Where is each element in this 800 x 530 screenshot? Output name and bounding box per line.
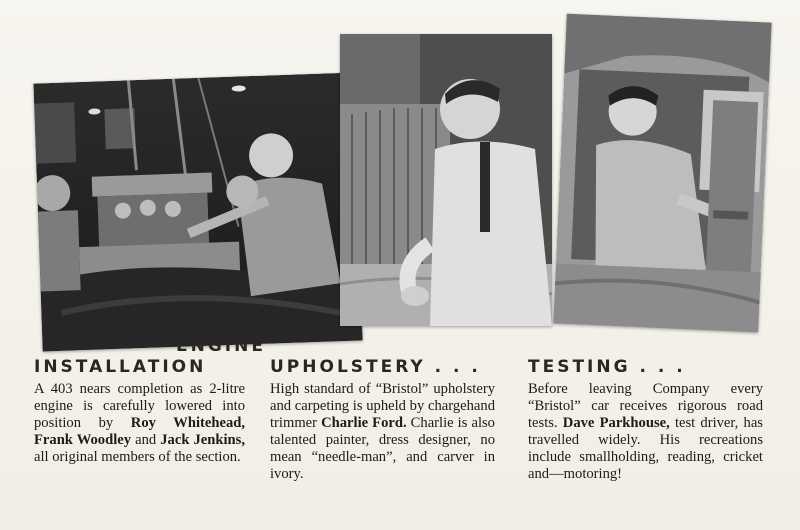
engine-installation-image [33,72,362,351]
engine-heading-line-2: INSTALLATION [34,357,207,377]
upholstery-heading: UPHOLSTERY . . . [270,357,481,377]
testing-photo [553,14,771,333]
upholstery-image [340,34,552,326]
person-name: Roy Whitehead, [130,415,246,431]
upholstery-caption [270,381,495,483]
person-name: Charlie Ford. [321,415,407,431]
testing-caption [528,381,763,483]
testing-heading: TESTING . . . [528,357,686,377]
caption-text: Charlie is also talented painter, dress designer, no mean “needle-man”, and carver in ivory. [270,415,495,482]
caption-text: all original members of the section. [34,449,241,465]
testing-image [553,14,771,333]
caption-text: A 403 nears completion as 2-litre engine is carefully lowered into position by [34,381,245,431]
engine-heading-line-1: ENGINE [176,336,266,356]
person-name: Frank Woodley [34,432,132,448]
person-name: Jack Jenkins, [160,432,246,448]
engine-caption [34,381,245,466]
engine-installation-photo [33,72,362,351]
person-name: Dave Parkhouse, [562,415,670,431]
upholstery-photo [340,34,552,326]
caption-text: High standard of “Bristol” upholstery and carpeting is upheld by chargehand trimmer [270,381,495,431]
caption-text: and [131,432,161,448]
caption-text: Before leaving Company every “Bristol” car receives rigorous road tests. [528,381,763,431]
caption-text: test driver, has travelled widely. His recreations include smallholding, reading, cricket and—motoring! [528,415,763,482]
